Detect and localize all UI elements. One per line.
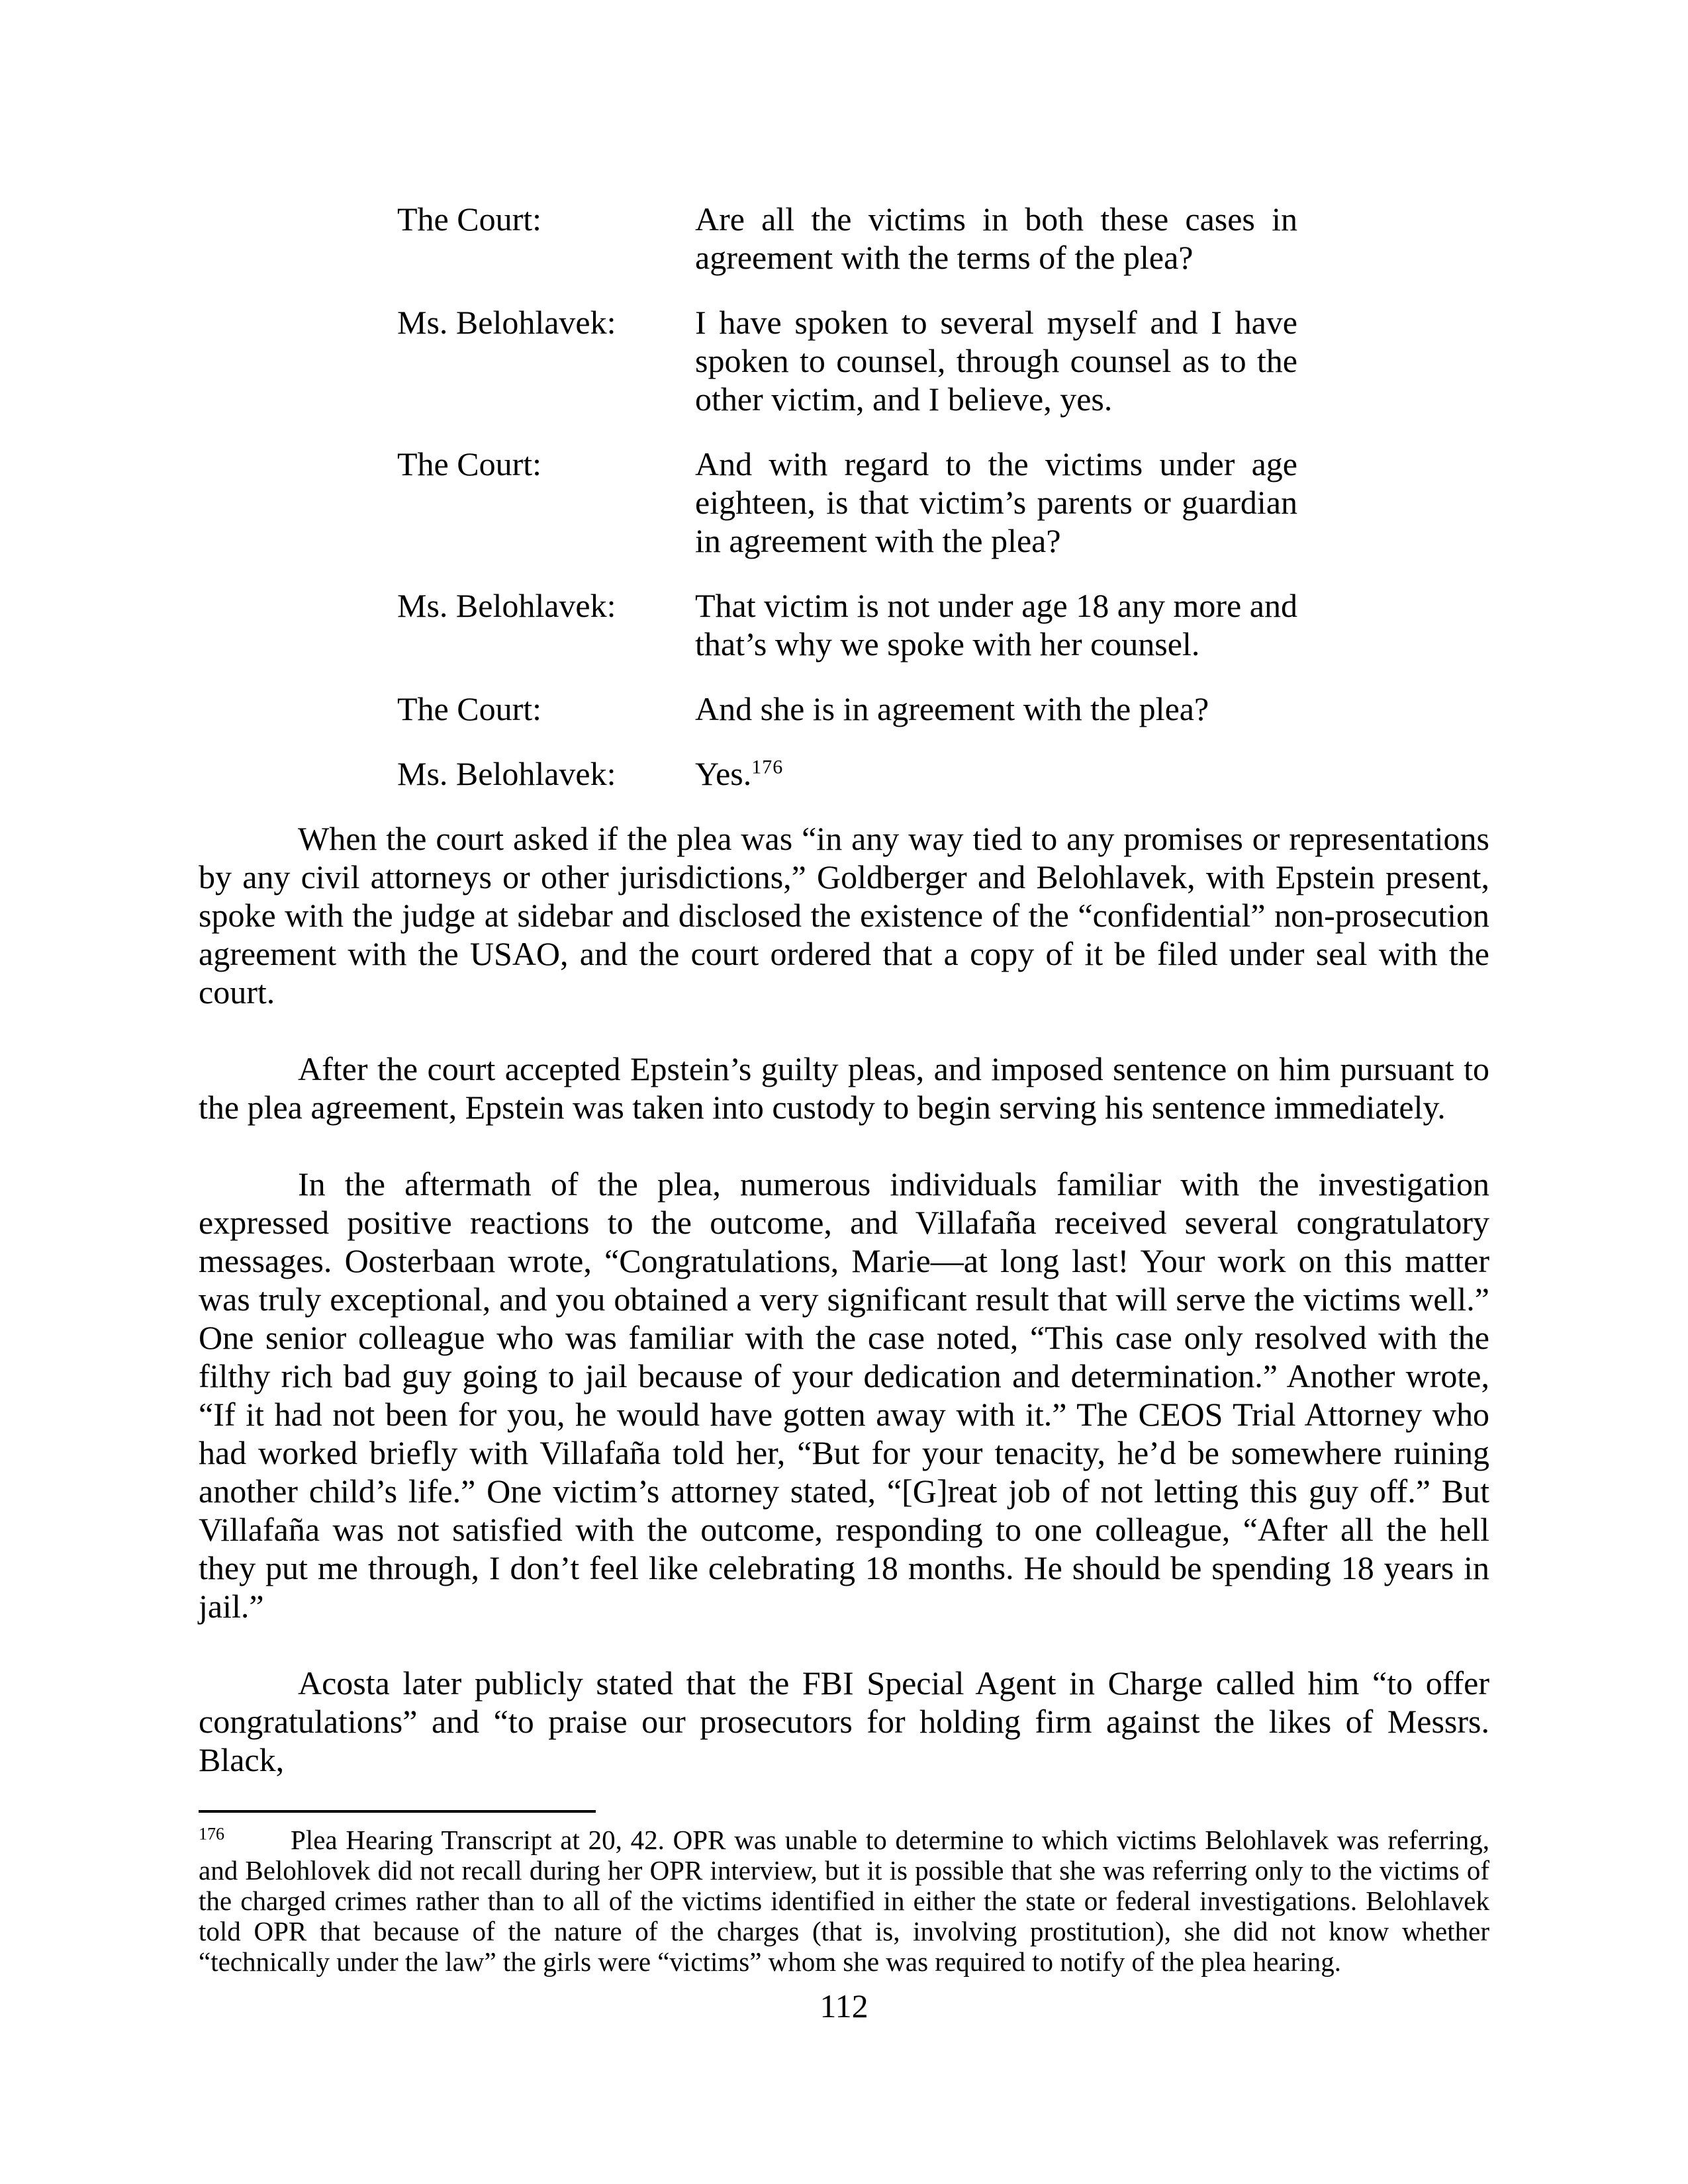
transcript-entry — [397, 586, 1297, 663]
speech-text — [695, 303, 1297, 418]
footnote-area — [199, 1810, 1489, 1977]
speech-text — [695, 200, 1297, 277]
speaker-label: Ms. Belohlavek: — [397, 755, 616, 792]
body-text — [199, 819, 1489, 1779]
body-paragraph: In the aftermath of the plea, numerous individuals familiar with the investigation expressed positive reactions to the outcome, and Villafaña received several congratulatory messages. Oosterbaan wrote, “Congratulations, Marie—at long last! Your work on this matter was truly exceptional, and you obtained a very significant result that will serve the victims well.” One senior colleague who was familiar with the case noted, “This case only resolved with the filthy rich bad guy going to jail because of your dedication and determination.” Another wrote, “If it had not been for you, he would have gotten away with it.” The CEOS Trial Attorney who had worked briefly with Villafaña told her, “But for your tenacity, he’d be somewhere ruining another child’s life.” One victim’s attorney stated, “[G]reat job of not letting this guy off.” But Villafaña was not satisfied with the outcome, responding to one colleague, “After all the hell they put me through, I don’t feel like celebrating 18 months. He should be spending 18 years in jail.” — [199, 1165, 1489, 1625]
speech-text — [695, 690, 1297, 728]
speaker-label: Ms. Belohlavek: — [397, 304, 616, 341]
speech-text — [695, 754, 1297, 793]
transcript-entry — [397, 200, 1297, 277]
footnote-separator-rule — [199, 1810, 596, 1813]
transcript-entry — [397, 754, 1297, 793]
speaker-label: Ms. Belohlavek: — [397, 587, 616, 624]
transcript-entry — [397, 690, 1297, 728]
speaker-label: The Court: — [397, 445, 542, 482]
body-paragraph: When the court asked if the plea was “in any way tied to any promises or representations by any civil attorneys or other jurisdictions,” Goldberger and Belohlavek, with Epstein present, spoke with the judge at sidebar and disclosed the existence of the “confidential” non-prosecution agreement with the USAO, and the court ordered that a copy of it be filed under seal with the court. — [199, 820, 1489, 1011]
speaker-label: The Court: — [397, 690, 542, 727]
footnote-text: Plea Hearing Transcript at 20, 42. OPR was unable to determine to which victims Belohlavek was referring, and Belohlovek did not recall during her OPR interview, but it is possible that she was referring only to the victims of the charged crimes rather than to all of the victims identified in either the state or federal investigations. Belohlavek told OPR that because of the nature of the charges (that is, involving prostitution), she did not know whether “technically under the law” the girls were “victims” whom she was required to notify of the plea hearing. — [199, 1825, 1489, 1977]
speech-line: That victim is not under age 18 any more and that’s why we spoke with her counsel. — [695, 587, 1297, 662]
speech-line: Yes. — [695, 755, 752, 792]
transcript-entry — [397, 303, 1297, 418]
footnote-reference: 176 — [751, 756, 784, 778]
speech-line: And with regard to the victims under age eighteen, is that victim’s parents or guardian in agreement with the plea? — [695, 445, 1297, 559]
body-paragraph: After the court accepted Epstein’s guilty pleas, and imposed sentence on him pursuant to the plea agreement, Epstein was taken into custody to begin serving his sentence immediately. — [199, 1050, 1489, 1126]
speech-line: Are all the victims in both these cases in agreement with the terms of the plea? — [695, 201, 1297, 276]
page-content — [199, 200, 1489, 1817]
transcript-block — [199, 200, 1489, 793]
speech-line: I have spoken to several myself and I have spoken to counsel, through counsel as to the other victim, and I believe, yes. — [695, 304, 1297, 418]
page-number: 112 — [820, 1987, 868, 2025]
speech-text — [695, 445, 1297, 560]
body-paragraph: Acosta later publicly stated that the FBI Special Agent in Charge called him “to offer congratulations” and “to praise our prosecutors for holding firm against the likes of Messrs. Black, — [199, 1664, 1489, 1778]
transcript-entry — [397, 445, 1297, 560]
footnote-number: 176 — [199, 1824, 224, 1844]
speech-text — [695, 586, 1297, 663]
speech-line: And she is in agreement with the plea? — [695, 690, 1209, 727]
speaker-label: The Court: — [397, 201, 542, 238]
footnote — [199, 1825, 1489, 1977]
